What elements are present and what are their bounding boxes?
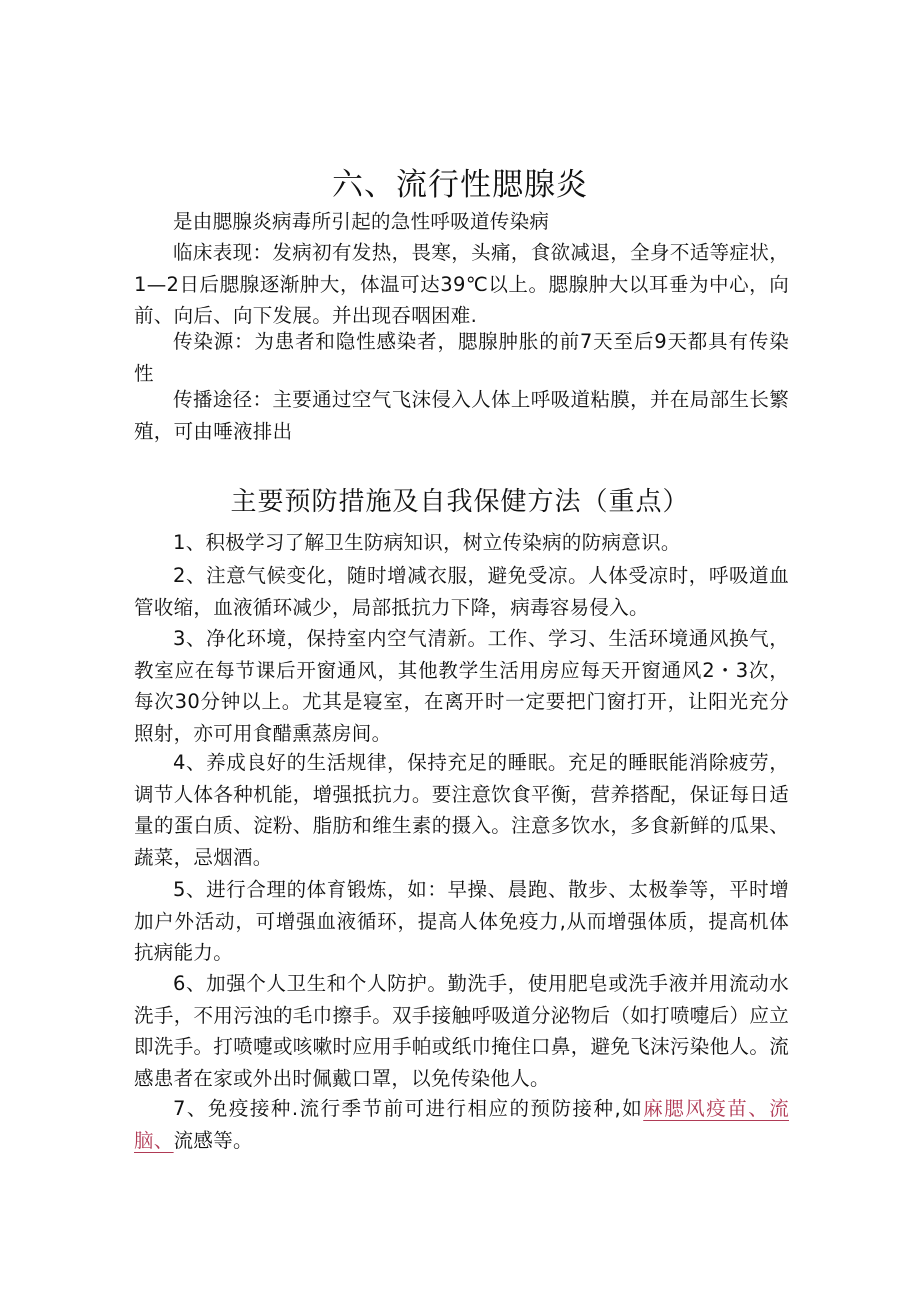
paragraph-intro: 是由腮腺炎病毒所引起的急性呼吸道传染病 <box>173 210 550 233</box>
prevention-item-6: 6、加强个人卫生和个人防护。勤洗手，使用肥皂或洗手液并用流动水洗手，不用污浊的毛巾擦手。双手接触呼吸道分泌物后（如打喷嚏后）应立即洗手。打喷嚏或咳嗽时应用手帕或纸巾掩住口鼻，避免飞沫污染他人。流感患者在家或外出时佩戴口罩，以免传染他人。 <box>134 972 789 1090</box>
prevention-item-3: 3、净化环境，保持室内空气清新。工作、学习、生活环境通风换气，教室应在每节课后开窗通风，其他教学生活用房应每天开窗通风2・3次，每次30分钟以上。尤其是寝室，在离开时一定要把门窗打开，让阳光充分照射，亦可用食醋熏蒸房间。 <box>134 627 789 745</box>
section-title: 六、流行性腮腺炎 <box>332 167 588 203</box>
paragraph-route: 传播途径：主要通过空气飞沫侵入人体上呼吸道粘膜，并在局部生长繁殖，可由唾液排出 <box>134 388 789 443</box>
prevention-item-4: 4、养成良好的生活规律，保持充足的睡眠。充足的睡眠能消除疲劳，调节人体各种机能，增强抵抗力。要注意饮食平衡，营养搭配，保证每日适量的蛋白质、淀粉、脂肪和维生素的摄入。注意多饮水，多食新鲜的瓜果、蔬菜，忌烟酒。 <box>134 751 789 869</box>
prevention-item-2: 2、注意气候变化，随时增减衣服，避免受凉。人体受凉时，呼吸道血管收缩，血液循环减少，局部抵抗力下降，病毒容易侵入。 <box>134 564 789 619</box>
prevention-item-7 <box>134 1093 789 1156</box>
prevention-item-5: 5、进行合理的体育锻炼，如：早操、晨跑、散步、太极拳等，平时增加户外活动，可增强血液循环，提高人体免疫力,从而增强体质，提高机体抗病能力。 <box>134 878 789 964</box>
item-7-suffix: 流感等。 <box>173 1128 253 1152</box>
paragraph-clinical: 临床表现：发病初有发热，畏寒，头痛，食欲减退，全身不适等症状，1—2日后腮腺逐渐肿大，体温可达39℃以上。腮腺肿大以耳垂为中心，向前、向后、向下发展。并出现吞咽困难. <box>134 241 789 327</box>
vaccine-link[interactable]: 麻腮风疫苗、流脑、 <box>134 1097 789 1152</box>
prevention-item-1: 1、积极学习了解卫生防病知识，树立传染病的防病意识。 <box>173 531 681 554</box>
paragraph-source: 传染源：为患者和隐性感染者，腮腺肿胀的前7天至后9天都具有传染性 <box>134 330 789 385</box>
item-7-prefix: 7、免疫接种.流行季节前可进行相应的预防接种,如 <box>173 1097 644 1120</box>
prevention-heading: 主要预防措施及自我保健方法（重点） <box>230 487 690 517</box>
